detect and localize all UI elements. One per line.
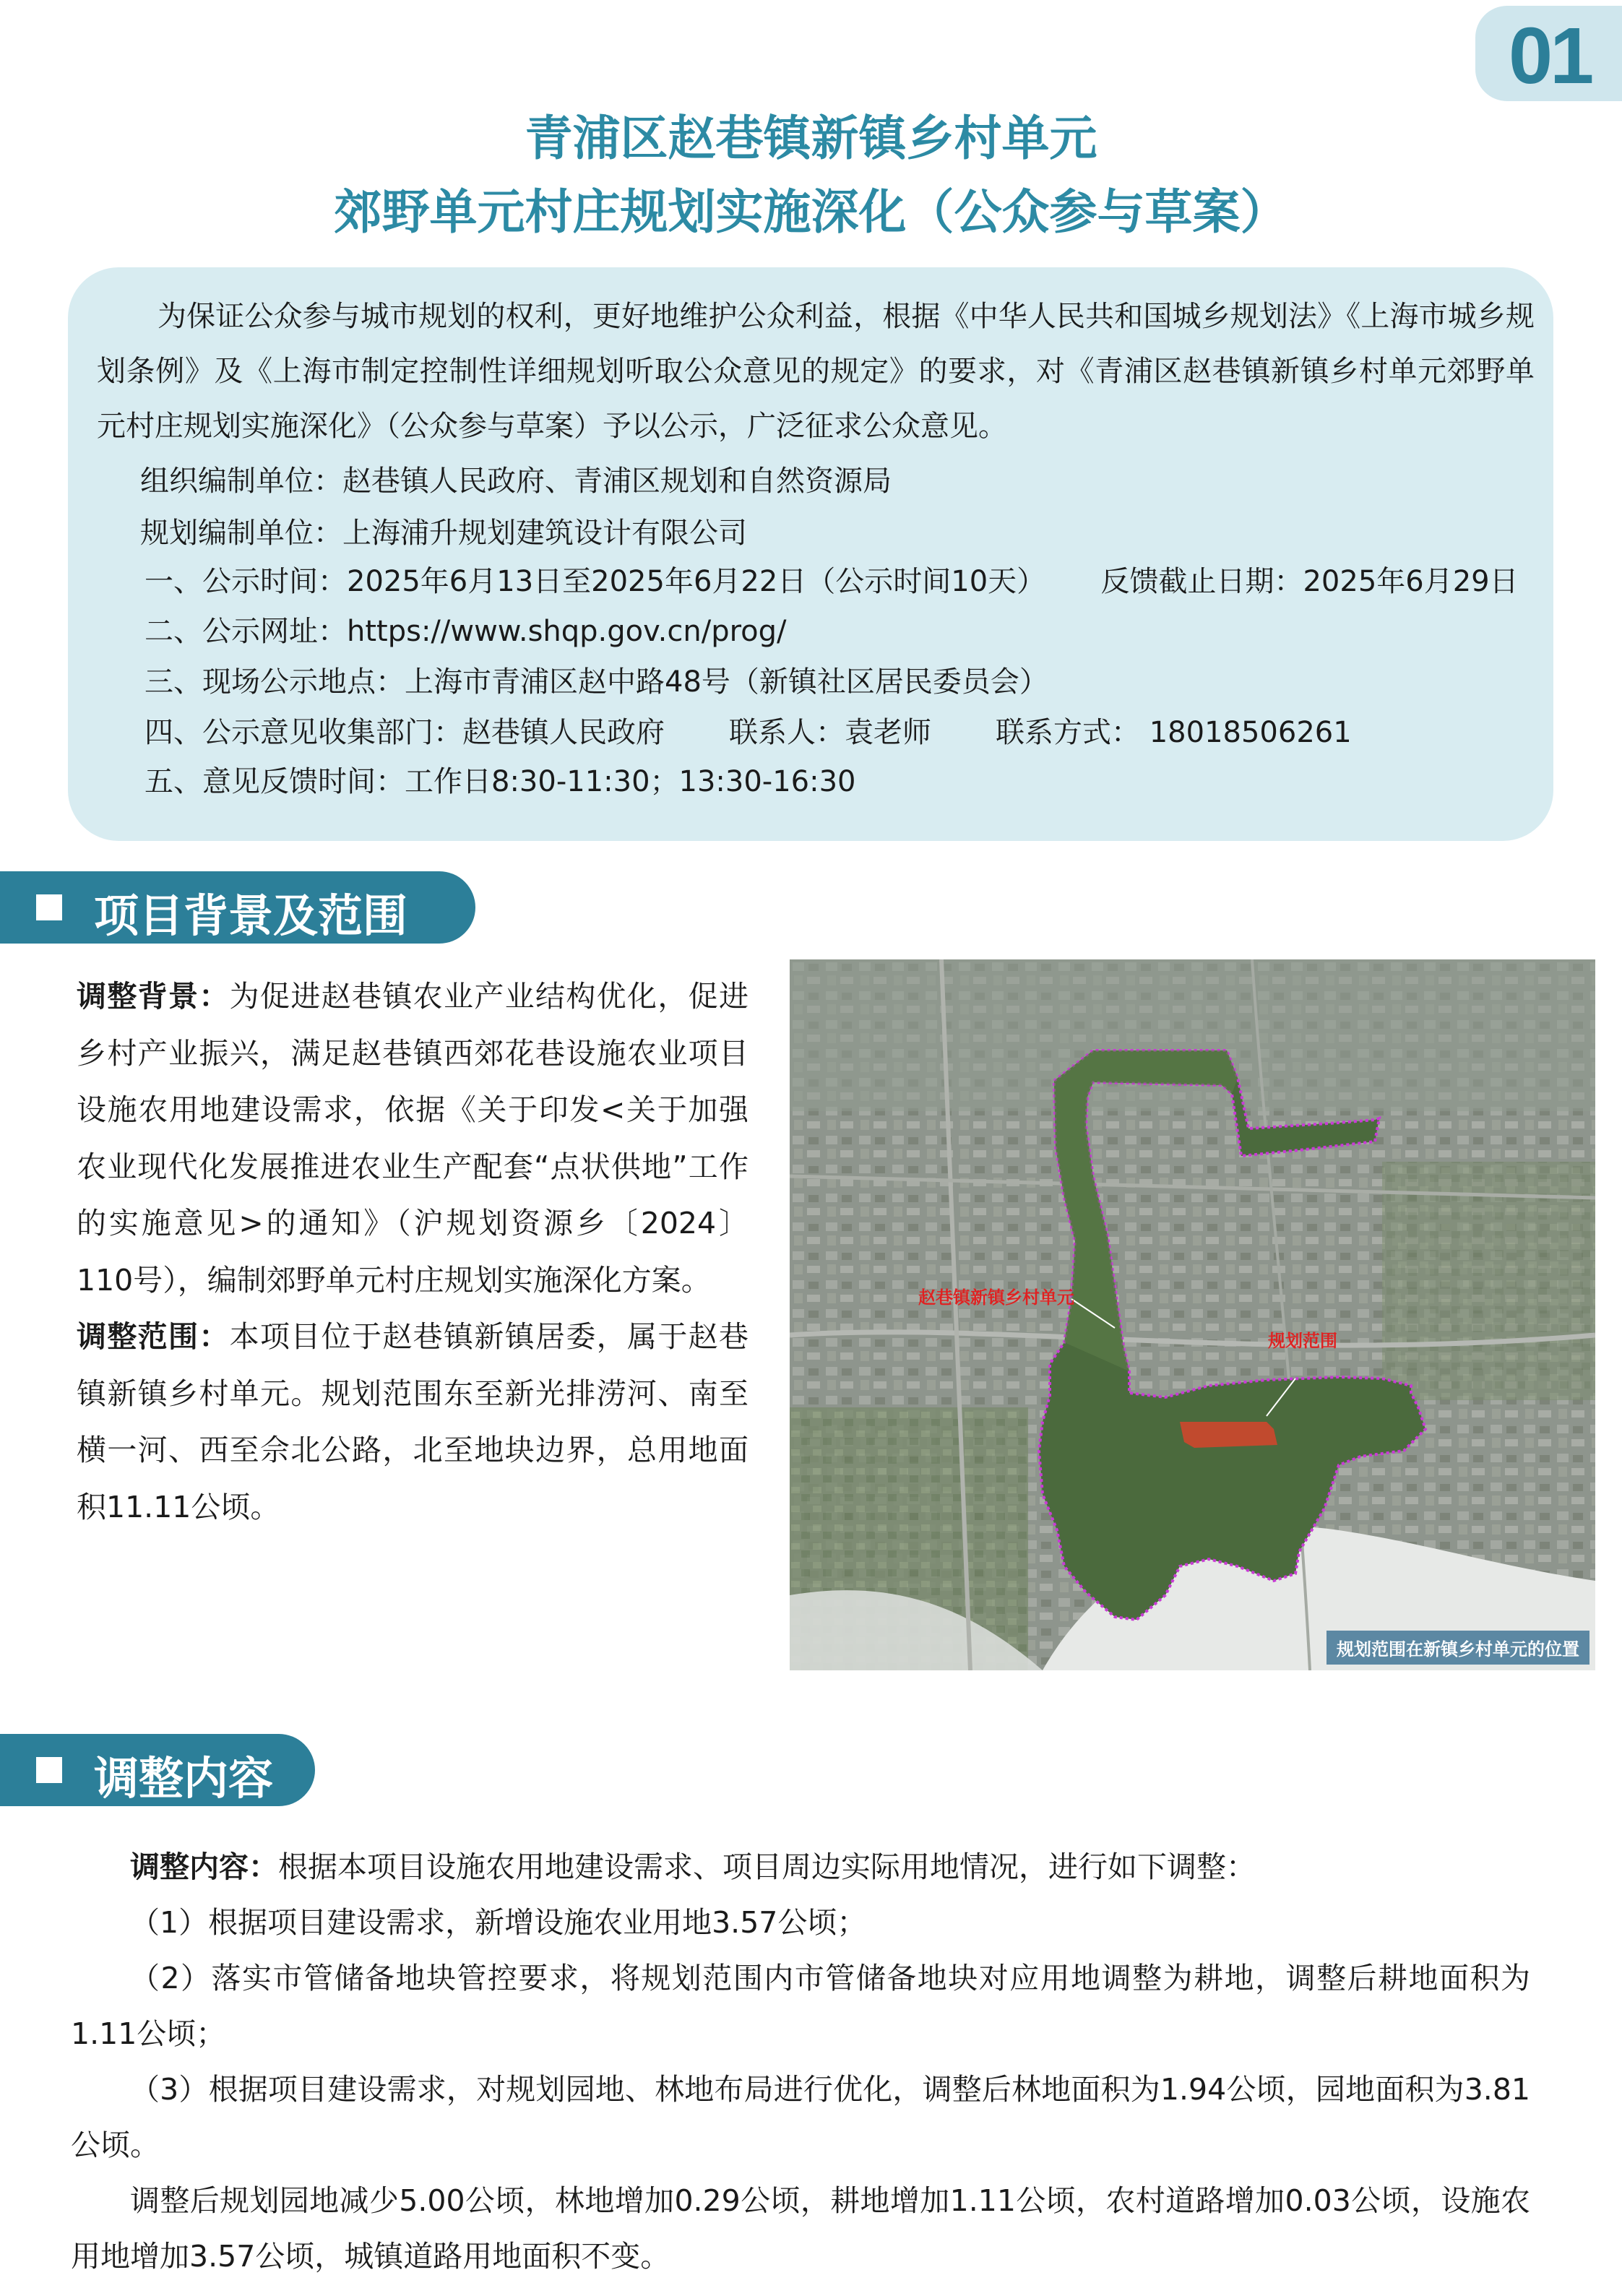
section-heading-label: 项目背景及范围: [94, 889, 408, 942]
background-label: 调整背景：: [77, 979, 230, 1014]
location-map: [790, 959, 1595, 1670]
notice-item-contact: 四、公示意见收集部门：赵巷镇人民政府 联系人：袁老师 联系方式： 18018506261: [144, 716, 1352, 749]
map-label-scope: 规划范围: [1268, 1331, 1337, 1351]
notice-item-feedback-time: 五、意见反馈时间：工作日8:30-11:30；13:30-16:30: [144, 765, 856, 798]
scope-label: 调整范围：: [77, 1319, 230, 1354]
section-heading-adjustment-label: 调整内容: [94, 1752, 274, 1805]
satellite-map-image: [790, 959, 1595, 1670]
adjustment-lead-text: 根据本项目设施农用地建设需求、项目周边实际用地情况，进行如下调整：: [278, 1850, 1256, 1884]
adjustment-item-1: （1）根据项目建设需求，新增设施农业用地3.57公顷；: [130, 1905, 867, 1940]
adjustment-lead-label: 调整内容：: [130, 1850, 278, 1884]
page-title-line2: 郊野单元村庄规划实施深化（公众参与草案）: [334, 184, 1288, 240]
map-caption: 规划范围在新镇乡村单元的位置: [1326, 1631, 1589, 1665]
page-number: 01: [1509, 12, 1592, 100]
background-text: 为促进赵巷镇农业产业结构优化，促进乡村产业振兴，满足赵巷镇西郊花巷设施农业项目设施农用地建设需求，依据《关于印发<关于加强农业现代化发展推进农业生产配套“点状供地”工作的实施意见>的通知》（沪规划资源乡〔2024〕110号），编制郊野单元村庄规划实施深化方案。: [77, 979, 749, 1298]
public-notice-box: [68, 267, 1553, 841]
page-number-badge: [1475, 6, 1622, 101]
square-bullet-icon: [36, 1757, 62, 1783]
section-heading-background: [0, 871, 475, 944]
adjustment-content: [71, 1839, 1530, 2284]
notice-item-time: 一、公示时间：2025年6月13日至2025年6月22日（公示时间10天） 反馈截止日期：2025年6月29日: [144, 565, 1519, 598]
adjustment-item-3: （3）根据项目建设需求，对规划园地、林地布局进行优化，调整后林地面积为1.94公顷，园地面积为3.81公顷。: [71, 2072, 1530, 2162]
adjustment-item-2: （2）落实市管储备地块管控要求，将规划范围内市管储备地块对应用地调整为耕地，调整后耕地面积为1.11公顷；: [71, 1961, 1530, 2051]
adjustment-summary: 调整后规划园地减少5.00公顷，林地增加0.29公顷，耕地增加1.11公顷，农村道路增加0.03公顷，设施农用地增加3.57公顷，城镇道路用地面积不变。: [71, 2183, 1530, 2274]
section-heading-adjustment-background: [0, 1734, 315, 1806]
background-scope-text: [77, 968, 749, 1535]
page-title-line1: 青浦区赵巷镇新镇乡村单元: [525, 111, 1097, 166]
square-bullet-icon: [36, 894, 62, 920]
notice-intro: 为保证公众参与城市规划的权利，更好地维护公众利益，根据《中华人民共和国城乡规划法》《上海市城乡规划条例》及《上海市制定控制性详细规划听取公众意见的规定》的要求，对《青浦区赵巷镇新镇乡村单元郊野单元村庄规划实施深化》（公众参与草案）予以公示，广泛征求公众意见。: [97, 300, 1535, 443]
notice-plan-unit: 规划编制单位：上海浦升规划建筑设计有限公司: [140, 517, 747, 550]
notice-org-unit: 组织编制单位：赵巷镇人民政府、青浦区规划和自然资源局: [140, 465, 892, 498]
notice-item-website: 二、公示网址：https://www.shqp.gov.cn/prog/: [144, 615, 787, 648]
map-label-unit: 赵巷镇新镇乡村单元: [918, 1287, 1074, 1308]
scope-text: 本项目位于赵巷镇新镇居委，属于赵巷镇新镇乡村单元。规划范围东至新光排涝河、南至横一河、西至佘北公路，北至地块边界，总用地面积11.11公顷。: [77, 1319, 749, 1524]
notice-item-location: 三、现场公示地点：上海市青浦区赵中路48号（新镇社区居民委员会）: [144, 665, 1048, 699]
